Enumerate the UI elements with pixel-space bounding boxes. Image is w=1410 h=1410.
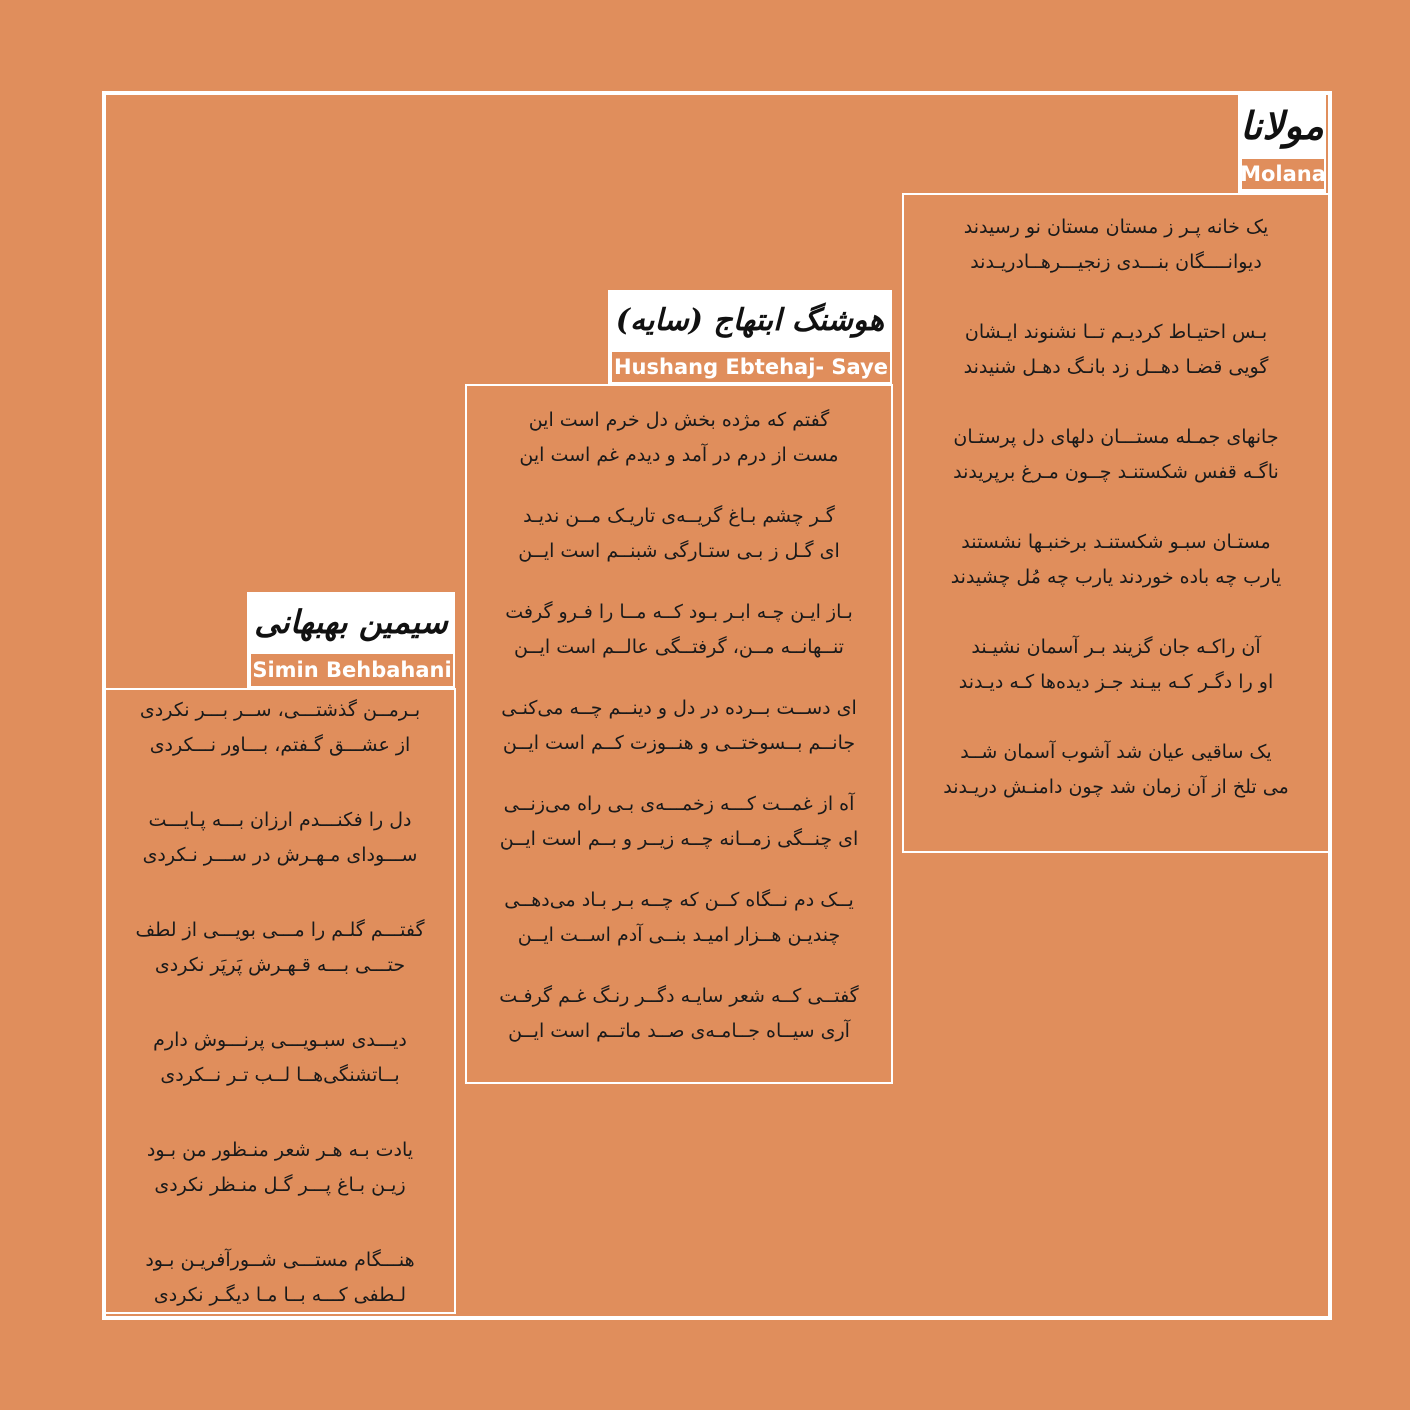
poet-name-en-molana (1240, 157, 1326, 191)
verse-line: گفتم که مژده بخش دل خرم است این (528, 409, 830, 431)
verse-line: هنـــگام مستـــی شــورآفریـن بـود (145, 1249, 415, 1271)
verse-line: او را دگـر کـه بیـند جـز دیده‌ها کـه دیـدند (958, 671, 1274, 693)
poet-name-fa-molana (1238, 95, 1326, 155)
verse-line: جانــم بــسوختــی و هنــوزت کــم است ایــن (502, 732, 856, 754)
verse-line: تنــهانــه مــن، گرفتــگی عالــم است ایــن (514, 636, 844, 658)
verse-line: جانهای جمـله مستـــان دلهای دل پرستـان (953, 426, 1279, 448)
poem-ebtehaj (475, 403, 883, 1049)
verse-line: یارب چه باده خوردند یارب چه مُل چشیدند (950, 566, 1282, 588)
verse-line: مستـان سبـو شکستنـد برخنبـها نشستند (961, 531, 1271, 553)
poem-behbahani (114, 693, 446, 1313)
poet-name-fa-behbahani (247, 592, 455, 652)
stanza (475, 691, 883, 761)
verse-line: زیـن بـاغ پـــر گـل منـظر نکردی (154, 1174, 406, 1196)
verse-line: گـر چشم بـاغ گریــه‌ی تاریـک مــن ندیـد (523, 505, 835, 527)
poet-name-en-ebtehaj (610, 350, 892, 384)
verse-line: از عشـــق گـفتم، بـــاور نـــکردی (149, 734, 411, 756)
verse-line: بـاز ایـن چـه ابـر بـود کــه مــا را فـرو گرفت (505, 601, 853, 623)
verse-line: دیـــدی سبـویـــی پرنـــوش دارم (153, 1029, 407, 1051)
verse-line: یک ساقیی عیان شد آشوب آسمان شــد (960, 741, 1272, 763)
stanza (114, 1243, 446, 1313)
verse-line: دیوانــــگان بنـــدی زنجیـــرهــادریـدند (970, 251, 1262, 273)
stanza (475, 787, 883, 857)
stanza (475, 499, 883, 569)
poet-name-fa-text: سیمین بهبهانی (254, 603, 448, 641)
verse-line: ای گـل ز بـی ستـارگی شبنــم است ایــن (518, 540, 840, 562)
verse-line: حتـــی بـــه قـهـرش پَرپَر نکردی (154, 954, 406, 976)
stanza (114, 1023, 446, 1093)
verse-line: ناگـه قفس شکستنـد چــون مـرغ برپریدند (953, 461, 1279, 483)
verse-line: گفتـــم گلـم را مـــی بویـــی از لطف (135, 919, 425, 941)
stanza (475, 595, 883, 665)
verse-line: گفتــی کــه شعر سایـه دگــر رنـگ غـم گرفـت (499, 985, 859, 1007)
stanza (912, 525, 1320, 595)
stanza (114, 1133, 446, 1203)
poet-name-en-text: Simin Behbahani (252, 658, 452, 682)
verse-line: یــک دم نــگاه کــن که چــه بـر بـاد می‌دهــی (504, 889, 854, 911)
verse-line: ســـودای مـهـرش در ســـر نـکردی (142, 844, 418, 866)
verse-line: یک خانه پـر ز مستان مستان نو رسیدند (963, 216, 1269, 238)
verse-line: آه از غمــت کـــه زخمـــه‌ی بـی راه می‌زنــی (503, 793, 855, 815)
verse-line: بــاتشنگی‌هــا لــب تـر نــکردی (160, 1064, 400, 1086)
verse-line: لـطفی کـــه بــا مـا دیگـر نکردی (153, 1284, 407, 1306)
poet-name-en-behbahani (249, 652, 455, 688)
verse-line: ای چنــگی زمــانه چــه زیــر و بــم است ایــن (499, 828, 859, 850)
poem-molana (912, 210, 1320, 805)
stanza (475, 883, 883, 953)
verse-line: می تلخ از آن زمان شد چون دامنـش دریـدند (943, 776, 1289, 798)
poet-name-fa-ebtehaj (608, 290, 892, 350)
stanza (114, 913, 446, 983)
verse-line: دل را فکنـــدم ارزان بـــه پـایـــت (148, 809, 412, 831)
stanza (114, 803, 446, 873)
stanza (114, 693, 446, 763)
poet-name-fa-text: مولانا (1240, 102, 1324, 148)
verse-line: بـرمــن گذشتـــی، ســر بـــر نکردی (139, 699, 421, 721)
stanza (912, 420, 1320, 490)
verse-line: آن راکـه جان گزیند بـر آسمان نشیـند (971, 636, 1261, 658)
poet-name-en-text: Molana (1240, 162, 1326, 186)
verse-line: چندیـن هــزار امیـد بنــی آدم اســت ایــن (517, 924, 841, 946)
stanza (912, 315, 1320, 385)
verse-line: یادت بـه هـر شعر منـظور من بـود (146, 1139, 414, 1161)
verse-line: مست از درم در آمد و دیدم غم است این (519, 444, 839, 466)
stanza (912, 210, 1320, 280)
poet-name-en-text: Hushang Ebtehaj- Saye (613, 355, 889, 379)
verse-line: بـس احتیـاط کردیـم تــا نشنوند ایـشان (964, 321, 1268, 343)
stanza (475, 979, 883, 1049)
verse-line: گویی قضـا دهــل زد بانـگ دهـل شنیدند (963, 356, 1269, 378)
stanza (475, 403, 883, 473)
stanza (912, 735, 1320, 805)
verse-line: آری سیــاه جــامـه‌ی صــد ماتــم است ایــن (508, 1020, 850, 1042)
stanza (912, 630, 1320, 700)
verse-line: ای دســت بــرده در دل و دینــم چــه می‌کنـی (501, 697, 857, 719)
poet-name-fa-text: هوشنگ ابتهاج (سایه) (615, 302, 885, 338)
